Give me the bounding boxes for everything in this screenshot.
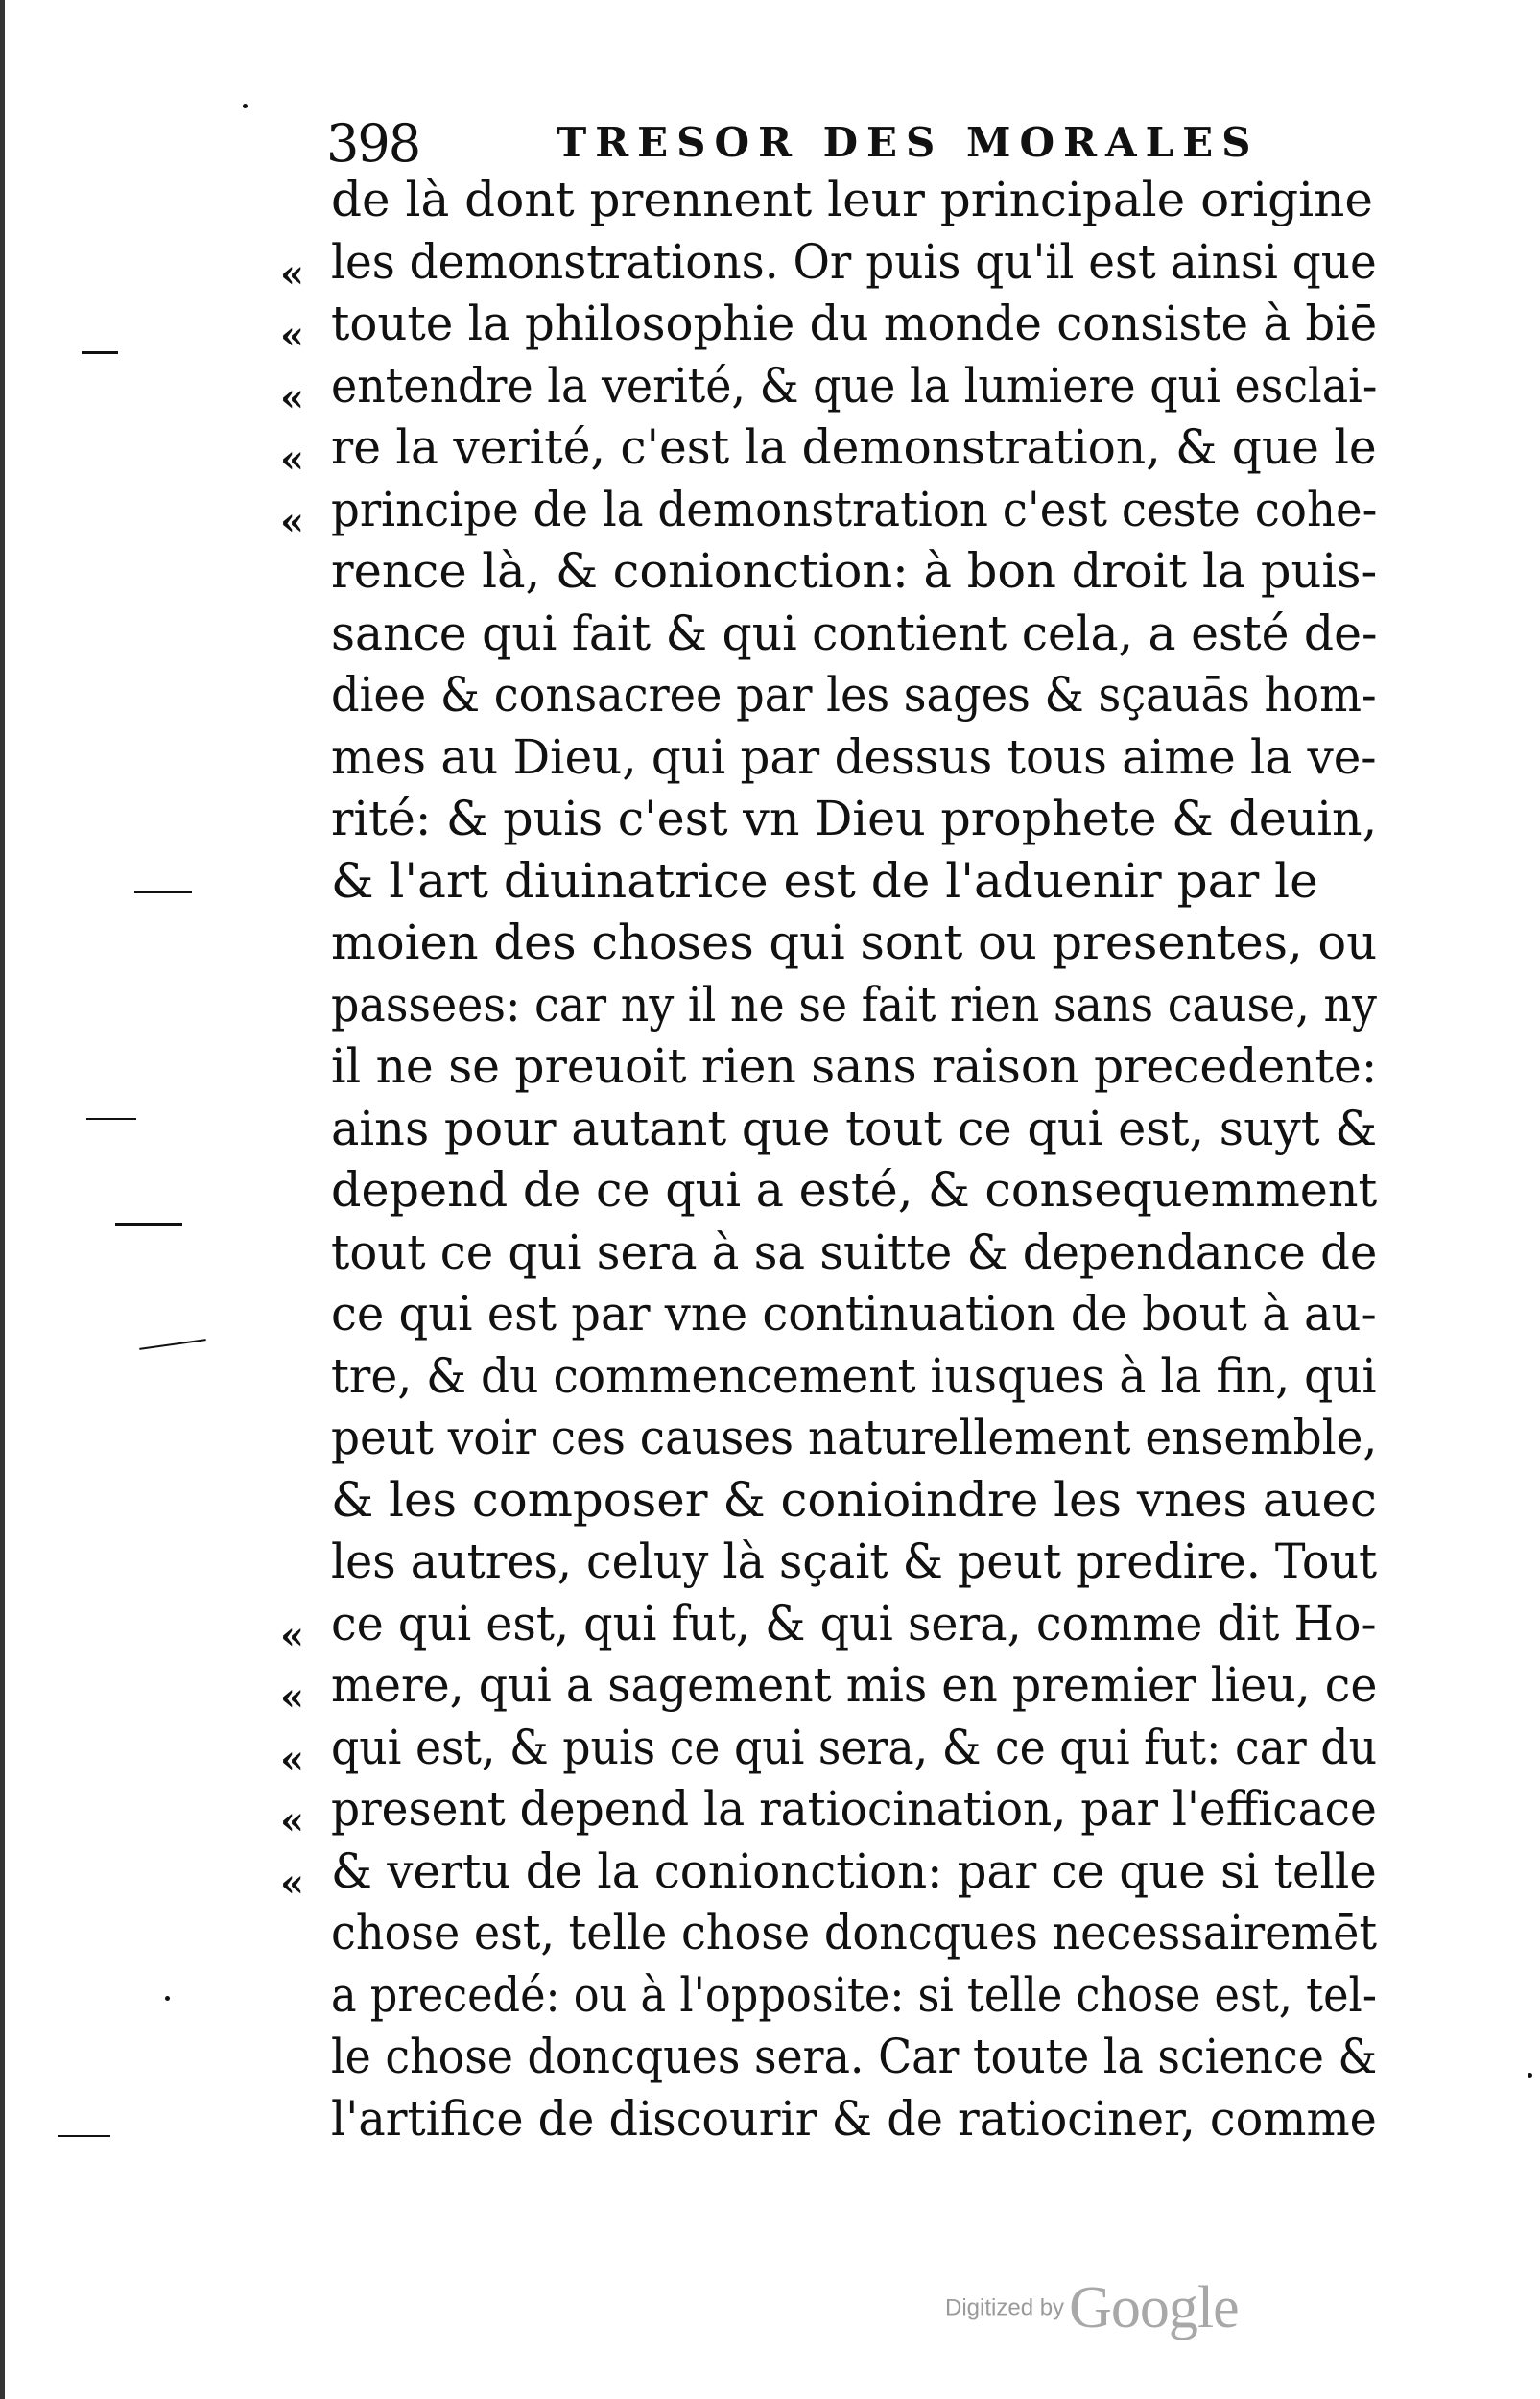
text-line: tre, & du commencement iusques à la fin, qui [331, 1347, 1377, 1404]
text-line: toute la philosophie du monde consiste à biē [331, 296, 1378, 351]
text-line: passees: car ny il ne se fait rien sans cause, ny [331, 976, 1378, 1033]
quote-mark: « [280, 1798, 304, 1843]
text-line: ce qui est par vne continuation de bout à au- [331, 1286, 1377, 1342]
margin-mark [134, 891, 192, 893]
text-line: entendre la verité, & que la lumiere qui esclai- [331, 357, 1378, 414]
digitized-by-google-watermark [945, 2274, 1239, 2342]
quote-mark: « [280, 1675, 304, 1720]
text-line: mes au Dieu, qui par dessus tous aime la ve- [331, 728, 1377, 785]
text-line: les demonstrations. Or puis qu'il est ainsi que [331, 233, 1377, 290]
margin-mark [86, 1118, 136, 1120]
text-line: peut voir ces causes naturellement ensemble, [331, 1410, 1378, 1465]
text-line: sance qui fait & qui contient cela, a esté de- [331, 605, 1378, 661]
text-line: & les composer & conioindre les vnes auec [331, 1471, 1377, 1528]
margin-speck [243, 104, 248, 108]
google-logo: Google [1069, 2275, 1239, 2340]
text-line: qui est, & puis ce qui sera, & ce qui fut: car du [331, 1719, 1378, 1775]
text-line: il ne se preuoit rien sans raison precedente: [331, 1038, 1378, 1094]
margin-mark [82, 351, 118, 354]
text-line: ce qui est, qui fut, & qui sera, comme dit Ho- [331, 1595, 1377, 1651]
margin-mark [115, 1223, 182, 1226]
digitized-by-label: Digitized by [945, 2294, 1065, 2321]
quote-mark: « [280, 313, 304, 358]
quote-mark: « [280, 1613, 304, 1658]
text-line: ains pour autant que tout ce qui est, suyt & [331, 1100, 1378, 1156]
body-text [331, 169, 1377, 2150]
text-line: rité: & puis c'est vn Dieu prophete & deuin, [331, 791, 1378, 846]
text-line: moien des choses qui sont ou presentes, ou [331, 914, 1378, 970]
quote-mark: « [280, 375, 304, 420]
text-line: diee & consacree par les sages & sçauās hom- [331, 667, 1377, 723]
text-line: l'artifice de discourir & de ratiociner, comme [331, 2090, 1377, 2147]
quote-mark: « [280, 437, 304, 482]
text-line: present depend la ratiocination, par l'efficace [331, 1781, 1377, 1837]
quote-mark: « [280, 1861, 304, 1906]
text-line: depend de ce qui a esté, & consequemment [331, 1162, 1378, 1218]
text-line: rence là, & conionction: à bon droit la puis- [331, 543, 1378, 599]
text-line: les autres, celuy là sçait & peut predire. Tout [331, 1533, 1378, 1589]
text-line: & vertu de la conionction: par ce que si telle [331, 1842, 1377, 1899]
margin-speck [165, 1996, 170, 2001]
page-binding-edge [0, 0, 5, 2399]
text-line: & l'art diuinatrice est de l'aduenir par le [331, 852, 1318, 909]
text-line: re la verité, c'est la demonstration, & que le [331, 419, 1377, 475]
running-head: TRESOR DES MORALES [557, 119, 1260, 166]
text-line: chose est, telle chose doncques necessairemēt [331, 1905, 1377, 1960]
text-line: principe de la demonstration c'est ceste cohe- [331, 481, 1378, 537]
text-line: de là dont prennent leur principale origine [331, 172, 1373, 227]
margin-mark [139, 1339, 206, 1350]
margin-mark [58, 2135, 110, 2137]
quote-mark: « [280, 1737, 304, 1782]
text-line: a precedé: ou à l'opposite: si telle chose est, tel- [331, 1966, 1377, 2023]
quote-mark: « [280, 251, 304, 297]
text-line: mere, qui a sagement mis en premier lieu, ce [331, 1657, 1378, 1713]
text-line: tout ce qui sera à sa suitte & dependance de [331, 1223, 1378, 1280]
quote-mark: « [280, 499, 304, 544]
page-number: 398 [326, 113, 420, 174]
margin-speck [1528, 2073, 1532, 2078]
text-line: le chose doncques sera. Car toute la science & [331, 2029, 1378, 2084]
